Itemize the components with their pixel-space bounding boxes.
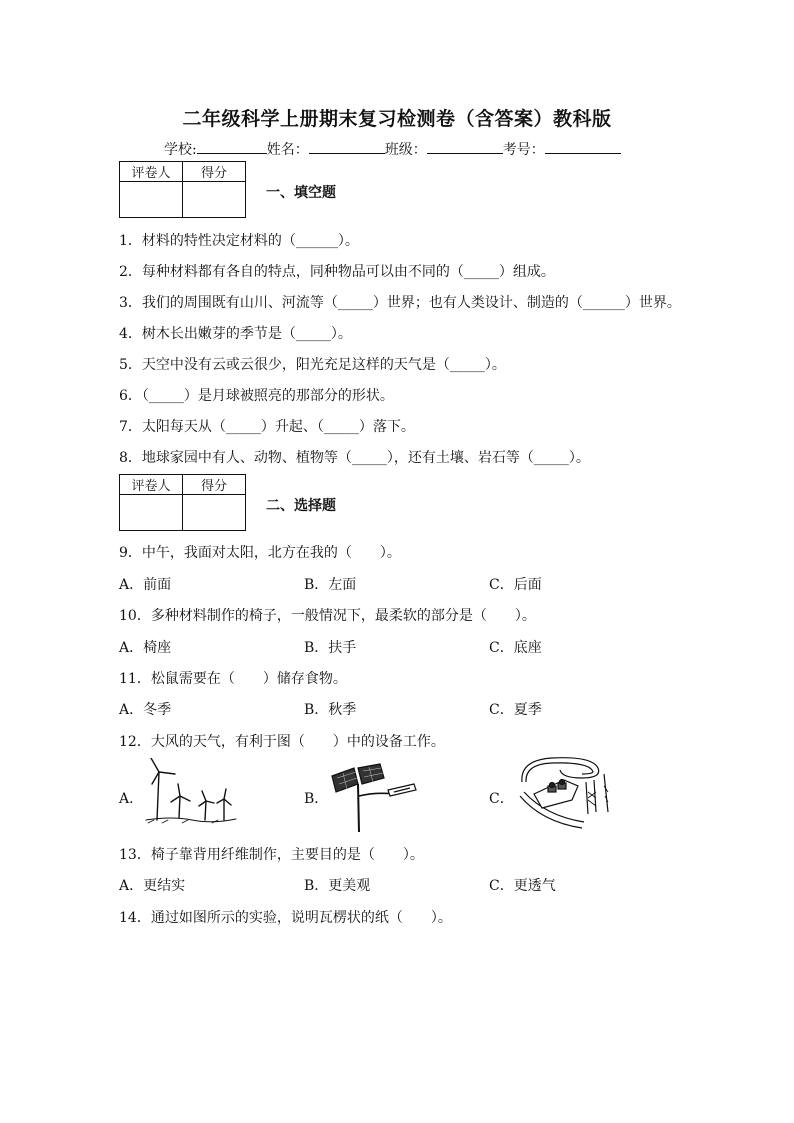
page-title: 二年级科学上册期末复习检测卷（含答案）教科版 xyxy=(182,108,612,130)
reviewer-cell xyxy=(120,182,183,218)
question-6: 6．（_____）是月球被照亮的那部分的形状。 xyxy=(119,388,394,404)
question-9: 9．中午，我面对太阳，北方在我的（ ）。 xyxy=(119,545,401,561)
q13-option-b: B．更美观 xyxy=(304,878,371,894)
question-13: 13．椅子靠背用纤维制作，主要目的是（ ）。 xyxy=(119,847,424,863)
q12-option-a: A． xyxy=(119,791,144,807)
question-11: 11．松鼠需要在（ ）储存食物。 xyxy=(119,671,347,687)
q12-option-b: B． xyxy=(304,791,329,807)
solar-street-lamp-icon xyxy=(328,762,420,832)
score-cell xyxy=(183,495,246,531)
school-label: 学校: xyxy=(164,142,197,158)
grading-box-2 xyxy=(119,474,246,531)
score-header: 得分 xyxy=(183,475,246,495)
question-1: 1．材料的特性决定材料的（______）。 xyxy=(119,233,359,249)
school-blank xyxy=(197,140,267,154)
roller-coaster-icon xyxy=(512,752,612,832)
class-label: 班级： xyxy=(384,142,427,158)
name-label: 姓名： xyxy=(266,142,309,158)
wind-turbines-icon xyxy=(142,758,238,824)
q10-option-b: B．扶手 xyxy=(304,640,357,656)
q11-option-c: C．夏季 xyxy=(489,702,542,718)
reviewer-header: 评卷人 xyxy=(120,162,183,182)
q11-option-b: B．秋季 xyxy=(304,702,357,718)
q10-option-a: A．椅座 xyxy=(119,640,172,656)
q9-option-a: A．前面 xyxy=(119,577,172,593)
class-blank xyxy=(427,140,503,154)
question-7: 7．太阳每天从（_____）升起、（_____）落下。 xyxy=(119,419,415,435)
name-blank xyxy=(309,140,385,154)
grading-box-1 xyxy=(119,161,246,218)
q11-option-a: A．冬季 xyxy=(119,702,172,718)
question-5: 5．天空中没有云或云很少，阳光充足这样的天气是（_____）。 xyxy=(119,357,506,373)
question-4: 4．树木长出嫩芽的季节是（_____）。 xyxy=(119,326,352,342)
section-title-choice: 二、选择题 xyxy=(266,498,336,514)
q10-option-c: C．底座 xyxy=(489,640,542,656)
number-label: 考号： xyxy=(502,142,545,158)
q13-option-c: C．更透气 xyxy=(489,878,556,894)
score-cell xyxy=(183,182,246,218)
question-10: 10．多种材料制作的椅子，一般情况下，最柔软的部分是（ ）。 xyxy=(119,608,536,624)
reviewer-cell xyxy=(120,495,183,531)
question-14: 14．通过如图所示的实验，说明瓦楞状的纸（ ）。 xyxy=(119,910,452,926)
question-2: 2．每种材料都有各自的特点，同种物品可以由不同的（_____）组成。 xyxy=(119,264,555,280)
question-8: 8．地球家园中有人、动物、植物等（_____），还有土壤、岩石等（_____）。 xyxy=(119,450,590,466)
score-header: 得分 xyxy=(183,162,246,182)
question-12: 12．大风的天气，有利于图（ ）中的设备工作。 xyxy=(119,734,445,750)
q13-option-a: A．更结实 xyxy=(119,878,186,894)
reviewer-header: 评卷人 xyxy=(120,475,183,495)
q12-option-c: C． xyxy=(489,791,514,807)
number-blank xyxy=(545,140,621,154)
section-title-fill: 一、填空题 xyxy=(266,185,336,201)
question-3: 3．我们的周围既有山川、河流等（_____）世界；也有人类设计、制造的（______）世界。 xyxy=(119,295,681,311)
q9-option-b: B．左面 xyxy=(304,577,357,593)
student-info-line xyxy=(164,139,621,159)
q9-option-c: C．后面 xyxy=(489,577,542,593)
